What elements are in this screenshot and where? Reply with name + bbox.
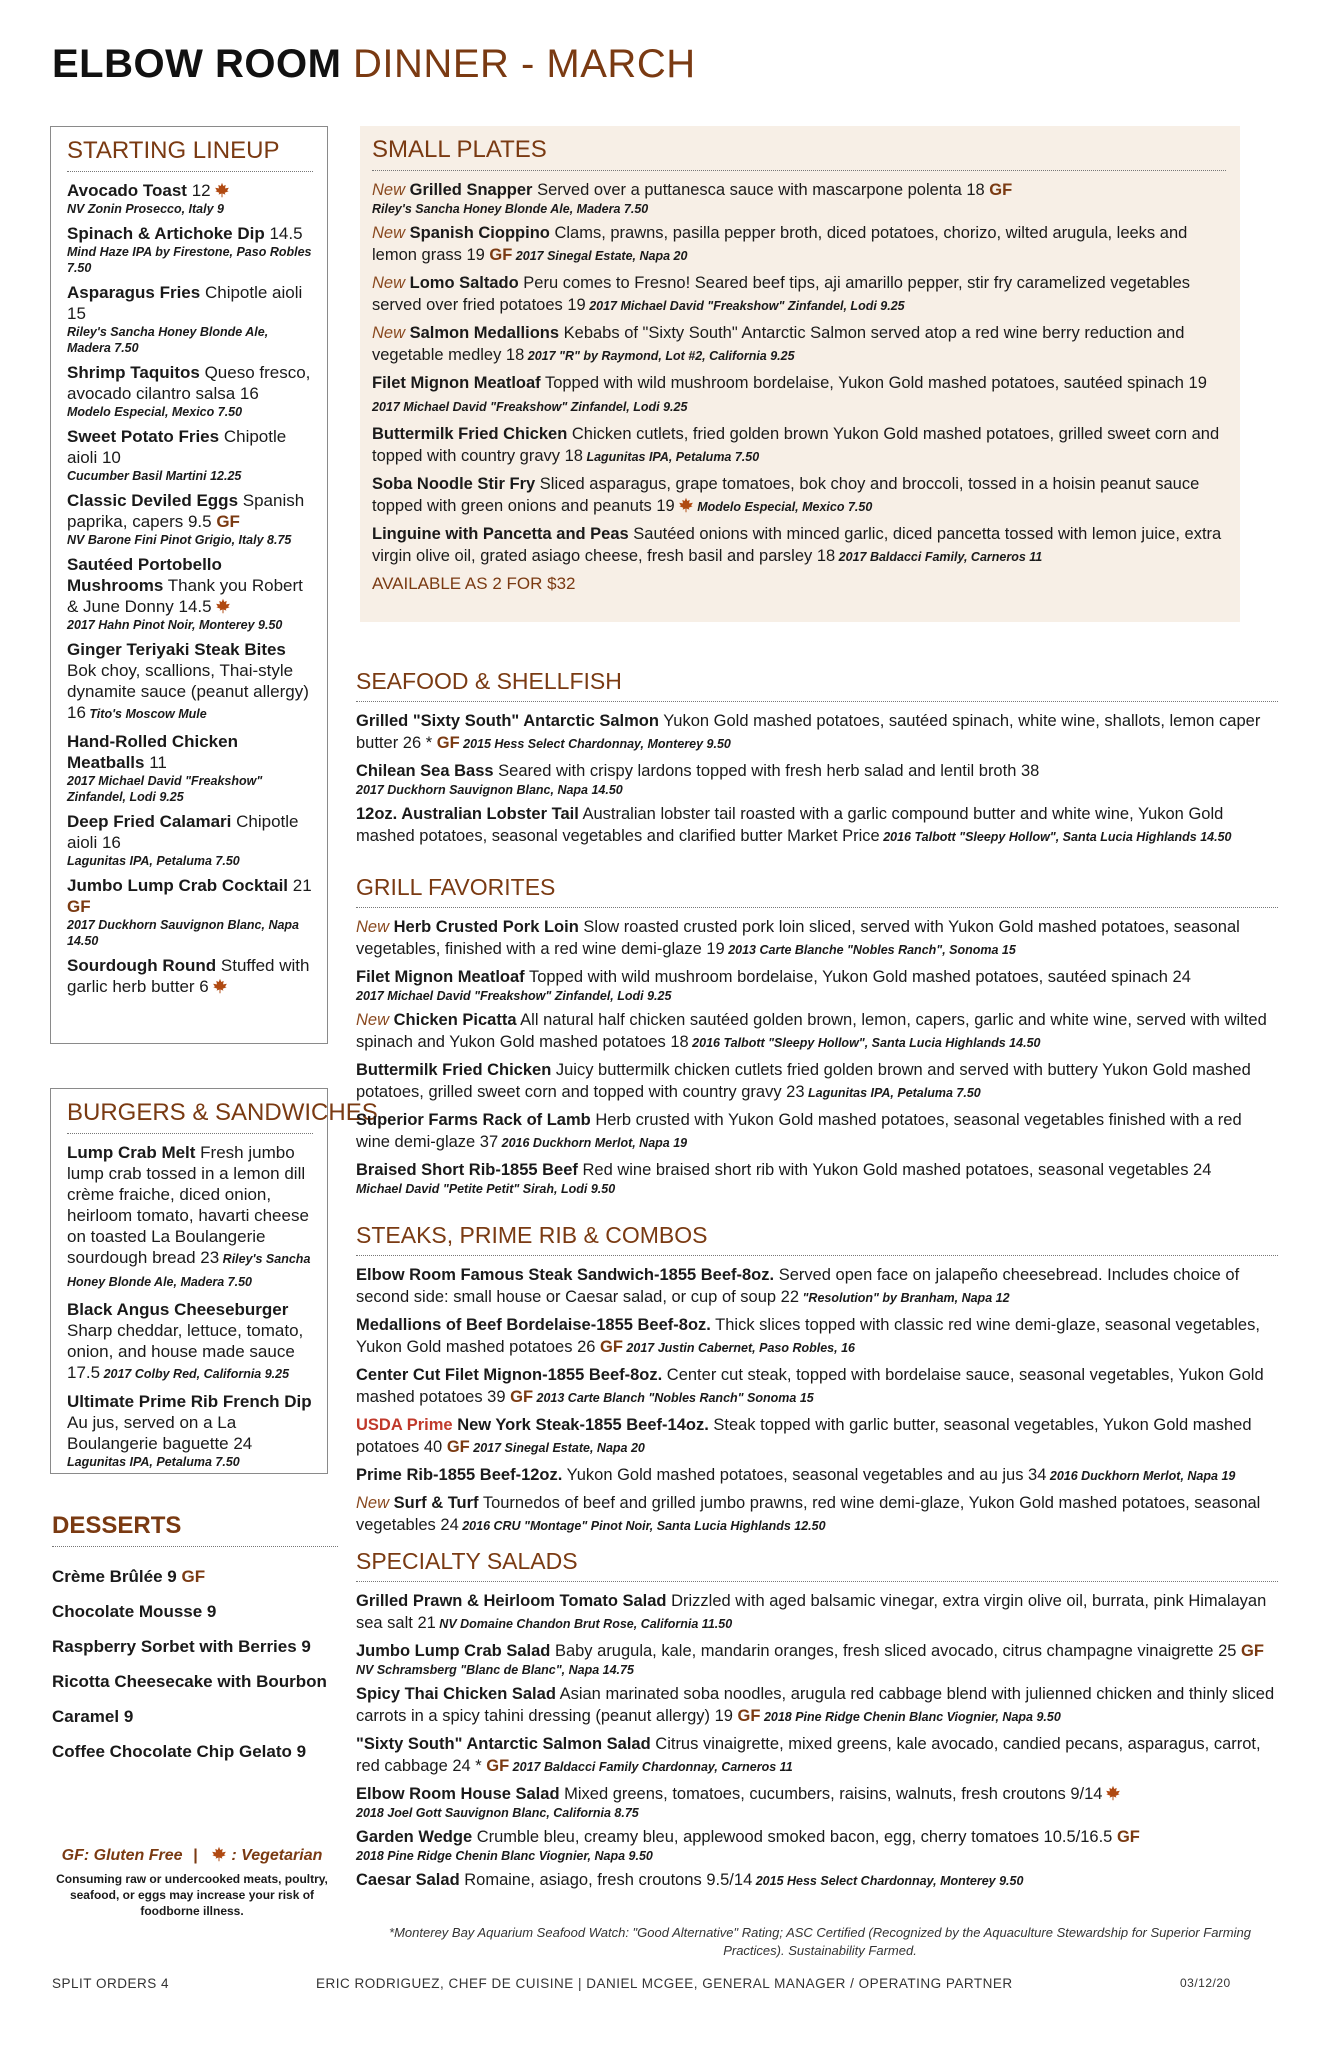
- wine-pairing: Riley's Sancha Honey Blonde Ale, Madera 7.50: [67, 1252, 311, 1289]
- dessert-item: [52, 1734, 338, 1769]
- menu-item: [356, 966, 1278, 1004]
- item-name: Jumbo Lump Crab Cocktail: [67, 876, 289, 895]
- gluten-free-tag: GF: [1116, 1828, 1140, 1846]
- menu-item: [356, 1869, 1278, 1892]
- item-name: Elbow Room House Salad: [356, 1785, 560, 1803]
- item-name: Herb Crusted Pork Loin: [393, 918, 579, 936]
- menu-item: [356, 1009, 1278, 1054]
- menu-item: [67, 426, 313, 484]
- legend-vegetarian: : Vegetarian: [231, 1847, 323, 1864]
- menu-item: [67, 554, 313, 633]
- seafood-section: [356, 668, 1278, 853]
- item-name: Black Angus Cheeseburger: [67, 1300, 289, 1319]
- section-title-salads: SPECIALTY SALADS: [356, 1548, 1278, 1582]
- item-name: Spinach & Artichoke Dip: [67, 224, 265, 243]
- maple-leaf-icon: [1105, 1785, 1121, 1801]
- item-name: Grilled Prawn & Heirloom Tomato Salad: [356, 1592, 667, 1610]
- item-name: Salmon Medallions: [409, 324, 560, 342]
- menu-item: [356, 1109, 1278, 1154]
- menu-item: [356, 1364, 1278, 1409]
- menu-item: [356, 1826, 1278, 1864]
- item-name: Spicy Thai Chicken Salad: [356, 1685, 556, 1703]
- item-description: Sautéed onions with minced garlic, diced pancetta tossed with lemon juice, extra virgin olive oil, grated asiago cheese, fresh basil and parsley 18: [372, 525, 1222, 565]
- wine-pairing: 2017 Michael David "Freakshow" Zinfandel, Lodi 9.25: [67, 774, 263, 804]
- wine-pairing: NV Domaine Chandon Brut Rose, California 11.50: [435, 1617, 733, 1631]
- wine-pairing: 2017 Sinegal Estate, Napa 20: [469, 1441, 645, 1455]
- desserts-list: [52, 1559, 338, 1769]
- wine-pairing: 2017 Baldacci Family Chardonnay, Carneros 11: [509, 1760, 793, 1774]
- gluten-free-tag: GF: [486, 1757, 510, 1775]
- section-title-grill: GRILL FAVORITES: [356, 874, 1278, 908]
- usda-prime-badge: USDA Prime: [356, 1416, 453, 1434]
- item-description: Yukon Gold mashed potatoes, seasonal vegetables and au jus 34: [562, 1466, 1047, 1484]
- item-description: Chicken cutlets, fried golden brown Yukon Gold mashed potatoes, grilled sweet corn and topped with country gravy 18: [372, 425, 1220, 465]
- legend-separator: |: [192, 1847, 198, 1864]
- item-description: Crumble bleu, creamy bleu, applewood smoked bacon, egg, cherry tomatoes 10.5/16.5: [472, 1828, 1113, 1846]
- wine-pairing: Tito's Moscow Mule: [85, 707, 207, 721]
- item-name: Sourdough Round: [67, 956, 217, 975]
- item-name: Surf & Turf: [393, 1494, 479, 1512]
- menu-item: [356, 1159, 1278, 1197]
- item-name: Caesar Salad: [356, 1871, 460, 1889]
- seafood-watch-footnote: *Monterey Bay Aquarium Seafood Watch: "Good Alternative" Rating; ASC Certified (Recognized by the Aquaculture Stewardship for Superior Farming Practices). Sustainability Farmed.: [389, 1925, 1251, 1958]
- burgers-box: [50, 1088, 378, 1474]
- two-for-offer: AVAILABLE AS 2 FOR $32: [372, 574, 576, 593]
- wine-pairing: Lagunitas IPA, Petaluma 7.50: [804, 1086, 981, 1100]
- wine-pairing: 2017 Duckhorn Sauvignon Blanc, Napa 14.50: [67, 918, 300, 948]
- wine-pairing: 2018 Joel Gott Sauvignon Blanc, California 8.75: [356, 1806, 639, 1820]
- item-name: Filet Mignon Meatloaf: [372, 374, 541, 392]
- legend: [52, 1846, 332, 1919]
- item-description: Seared with crispy lardons topped with fresh herb salad and lentil broth 38: [493, 762, 1040, 780]
- wine-pairing: 2016 Duckhorn Merlot, Napa 19: [1046, 1469, 1236, 1483]
- new-badge: New: [356, 1011, 390, 1029]
- item-description: Chipotle aioli 10: [67, 427, 287, 467]
- menu-item: [356, 1464, 1278, 1487]
- item-description: Slow roasted crusted pork loin sliced, served with Yukon Gold mashed potatoes, seasonal vegetables, finished with a red wine demi-glaze 19: [356, 918, 1240, 958]
- item-description: Queso fresco, avocado cilantro salsa 16: [67, 363, 311, 403]
- wine-pairing: 2016 Talbott "Sleepy Hollow", Santa Lucia Highlands 14.50: [688, 1036, 1041, 1050]
- menu-item: [67, 875, 313, 949]
- menu-item: [372, 272, 1226, 317]
- item-description: Kebabs of "Sixty South" Antarctic Salmon served atop a red wine berry reduction and vegetable medley 18: [372, 324, 1185, 364]
- menu-item: [67, 731, 313, 805]
- item-description: Thick slices topped with classic red wine demi-glaze, seasonal vegetables, Yukon Gold mashed potatoes 26: [356, 1316, 1260, 1356]
- dessert-item: [52, 1664, 338, 1734]
- wine-pairing: 2015 Hess Select Chardonnay, Monterey 9.50: [752, 1874, 1024, 1888]
- section-title-desserts: DESSERTS: [52, 1512, 338, 1547]
- item-name: Prime Rib-1855 Beef-12oz.: [356, 1466, 563, 1484]
- gluten-free-tag: GF: [510, 1388, 534, 1406]
- footer-staff: ERIC RODRIGUEZ, CHEF DE CUISINE | DANIEL MCGEE, GENERAL MANAGER / OPERATING PARTNER: [316, 1976, 1013, 1991]
- section-title-starting-lineup: STARTING LINEUP: [67, 137, 313, 172]
- item-description: Center cut steak, topped with bordelaise sauce, seasonal vegetables, Yukon Gold mashed potatoes 39: [356, 1366, 1264, 1406]
- wine-pairing: 2016 Talbott "Sleepy Hollow", Santa Lucia Highlands 14.50: [879, 830, 1232, 844]
- wine-pairing: 2016 CRU "Montage" Pinot Noir, Santa Lucia Highlands 12.50: [458, 1519, 826, 1533]
- menu-item: [356, 1783, 1278, 1821]
- new-badge: New: [356, 918, 390, 936]
- menu-item: [356, 1314, 1278, 1359]
- wine-pairing: Michael David "Petite Petit" Sirah, Lodi 9.50: [356, 1182, 616, 1196]
- wine-pairing: 2017 Hahn Pinot Noir, Monterey 9.50: [67, 618, 283, 632]
- wine-pairing: 2016 Duckhorn Merlot, Napa 19: [498, 1136, 688, 1150]
- item-name: Shrimp Taquitos: [67, 363, 200, 382]
- menu-title-edition: DINNER - MARCH: [353, 42, 696, 86]
- menu-title: [52, 42, 696, 87]
- item-description: Red wine braised short rib with Yukon Gold mashed potatoes, seasonal vegetables 24: [577, 1161, 1212, 1179]
- menu-item: [67, 362, 313, 420]
- menu-item: [67, 955, 313, 997]
- desserts-section: [52, 1512, 338, 1769]
- item-description: 12: [186, 181, 211, 200]
- item-name: "Sixty South" Antarctic Salmon Salad: [356, 1735, 651, 1753]
- item-name: Avocado Toast: [67, 181, 187, 200]
- item-description: Chipotle aioli 16: [67, 812, 299, 852]
- item-name: Superior Farms Rack of Lamb: [356, 1111, 591, 1129]
- gluten-free-tag: GF: [67, 897, 91, 916]
- menu-item: [356, 1733, 1278, 1778]
- item-name: Elbow Room Famous Steak Sandwich-1855 Beef-8oz.: [356, 1266, 775, 1284]
- item-description: Thank you Robert & June Donny 14.5: [67, 576, 303, 616]
- menu-item: [372, 322, 1226, 367]
- dessert-name: Raspberry Sorbet with Berries 9: [52, 1637, 311, 1656]
- wine-pairing: 2017 "R" by Raymond, Lot #2, California 9.25: [524, 349, 795, 363]
- wine-pairing: 2017 Sinegal Estate, Napa 20: [512, 249, 688, 263]
- menu-item: [67, 223, 313, 276]
- wine-pairing: 2017 Michael David "Freakshow" Zinfandel, Lodi 9.25: [356, 989, 672, 1003]
- menu-item: [67, 811, 313, 869]
- wine-pairing: 2017 Michael David "Freakshow" Zinfandel, Lodi 9.25: [372, 400, 688, 414]
- maple-leaf-icon: [678, 497, 694, 513]
- dessert-name: Coffee Chocolate Chip Gelato 9: [52, 1742, 307, 1761]
- item-description: Tournedos of beef and grilled jumbo prawns, red wine demi-glaze, Yukon Gold mashed potatoes, seasonal vegetables 24: [356, 1494, 1261, 1534]
- item-name: Chilean Sea Bass: [356, 762, 494, 780]
- wine-pairing: Lagunitas IPA, Petaluma 7.50: [67, 854, 240, 868]
- item-description: Fresh jumbo lump crab tossed in a lemon dill crème fraiche, diced onion, heirloom tomato, havarti cheese on toasted La Boulangerie sourdough bread 23: [67, 1143, 309, 1267]
- item-description: Peru comes to Fresno! Seared beef tips, aji amarillo pepper, stir fry caramelized vegetables served over fried potatoes 19: [372, 274, 1191, 314]
- new-badge: New: [372, 324, 406, 342]
- menu-item: [67, 490, 313, 548]
- item-description: Romaine, asiago, fresh croutons 9.5/14: [459, 1871, 753, 1889]
- menu-item: [356, 1492, 1278, 1537]
- item-name: Deep Fried Calamari: [67, 812, 232, 831]
- item-name: Lomo Saltado: [409, 274, 519, 292]
- item-description: Juicy buttermilk chicken cutlets fried golden brown and served with buttery Yukon Gold mashed potatoes, grilled sweet corn and topped with country gravy 23: [356, 1061, 1251, 1101]
- menu-item: [67, 639, 313, 725]
- wine-pairing: Lagunitas IPA, Petaluma 7.50: [582, 450, 760, 464]
- item-name: Braised Short Rib-1855 Beef: [356, 1161, 578, 1179]
- salads-list: [356, 1590, 1278, 1892]
- dessert-item: [52, 1594, 338, 1629]
- small-plates-list: [372, 179, 1226, 568]
- wine-pairing: NV Barone Fini Pinot Grigio, Italy 8.75: [67, 533, 292, 547]
- new-badge: New: [356, 1494, 390, 1512]
- item-name: Linguine with Pancetta and Peas: [372, 525, 629, 543]
- new-badge: New: [372, 181, 406, 199]
- item-description: Herb crusted with Yukon Gold mashed potatoes, seasonal vegetables finished with a red wine demi-glaze 37: [356, 1111, 1242, 1151]
- item-name: Ginger Teriyaki Steak Bites: [67, 640, 286, 659]
- item-description: Sharp cheddar, lettuce, tomato, onion, and house made sauce 17.5: [67, 1321, 304, 1382]
- menu-item: [372, 222, 1226, 267]
- item-name: Spanish Cioppino: [409, 224, 550, 242]
- footer-date: 03/12/20: [1180, 1976, 1231, 1990]
- section-title-small-plates: SMALL PLATES: [372, 136, 1226, 171]
- starting-lineup-list: [67, 180, 313, 997]
- menu-item: [356, 710, 1278, 755]
- menu-item: [356, 1683, 1278, 1728]
- wine-pairing: 2017 Justin Cabernet, Paso Robles, 16: [622, 1341, 855, 1355]
- item-name: Sweet Potato Fries: [67, 427, 220, 446]
- item-description: Citrus vinaigrette, mixed greens, kale avocado, candied pecans, asparagus, carrot, red cabbage 24 *: [356, 1735, 1261, 1775]
- menu-item: [356, 1640, 1278, 1678]
- gluten-free-tag: GF: [989, 181, 1013, 199]
- new-badge: New: [372, 274, 406, 292]
- menu-item: [356, 1590, 1278, 1635]
- section-title-seafood: SEAFOOD & SHELLFISH: [356, 668, 1278, 702]
- gluten-free-tag: GF: [216, 512, 240, 531]
- wine-pairing: Riley's Sancha Honey Blonde Ale, Madera 7.50: [372, 202, 649, 216]
- wine-pairing: 2017 Duckhorn Sauvignon Blanc, Napa 14.50: [356, 783, 623, 797]
- foodborne-warning: Consuming raw or undercooked meats, poultry, seafood, or eggs may increase your risk of foodborne illness.: [56, 1872, 328, 1918]
- menu-title-restaurant: ELBOW ROOM: [52, 42, 342, 86]
- item-name: Medallions of Beef Bordelaise-1855 Beef-8oz.: [356, 1316, 711, 1334]
- menu-item: [372, 179, 1226, 217]
- wine-pairing: 2017 Baldacci Family, Carneros 11: [835, 550, 1043, 564]
- menu-item: [372, 372, 1226, 418]
- item-name: Lump Crab Melt: [67, 1143, 196, 1162]
- wine-pairing: Riley's Sancha Honey Blonde Ale, Madera 7.50: [67, 325, 269, 355]
- gluten-free-tag: GF: [181, 1567, 206, 1586]
- salads-section: [356, 1548, 1278, 1897]
- new-badge: New: [372, 224, 406, 242]
- gluten-free-tag: GF: [436, 734, 460, 752]
- item-name: Jumbo Lump Crab Salad: [356, 1642, 551, 1660]
- wine-pairing: 2013 Carte Blanche "Nobles Ranch", Sonoma 15: [724, 943, 1016, 957]
- maple-leaf-icon: [212, 978, 228, 994]
- gluten-free-tag: GF: [737, 1707, 761, 1725]
- menu-item: [372, 423, 1226, 468]
- wine-pairing: Modelo Especial, Mexico 7.50: [67, 405, 243, 419]
- steaks-list: [356, 1264, 1278, 1537]
- item-description: Au jus, served on a La Boulangerie baguette 24: [67, 1413, 253, 1453]
- wine-pairing: NV Zonin Prosecco, Italy 9: [67, 202, 224, 216]
- menu-item: [372, 473, 1226, 518]
- item-name: Chicken Picatta: [393, 1011, 517, 1029]
- item-description: Baby arugula, kale, mandarin oranges, fresh sliced avocado, citrus champagne vinaigrette 25: [550, 1642, 1237, 1660]
- menu-item: [67, 1142, 313, 1293]
- menu-item: [356, 1414, 1278, 1459]
- wine-pairing: Mind Haze IPA by Firestone, Paso Robles 7.50: [67, 245, 312, 275]
- item-description: Served open face on jalapeño cheesebread. Includes choice of second side: small house or Caesar salad, or cup of soup 22: [356, 1266, 1240, 1306]
- item-description: Yukon Gold mashed potatoes, sautéed spinach, white wine, shallots, lemon caper butter 26 *: [356, 712, 1261, 752]
- item-description: Spanish paprika, capers 9.5: [67, 491, 305, 531]
- wine-pairing: 2017 Michael David "Freakshow" Zinfandel, Lodi 9.25: [585, 299, 905, 313]
- wine-pairing: NV Schramsberg "Blanc de Blanc", Napa 14.75: [356, 1663, 634, 1677]
- legend-line: [52, 1846, 332, 1865]
- grill-section: [356, 874, 1278, 1202]
- item-description: Served over a puttanesca sauce with mascarpone polenta 18: [532, 181, 985, 199]
- item-description: Mixed greens, tomatoes, cucumbers, raisins, walnuts, fresh croutons 9/14: [559, 1785, 1103, 1803]
- item-description: Australian lobster tail roasted with a garlic compound butter and white wine, Yukon Gold mashed potatoes, seasonal vegetables and clarified butter Market Price: [356, 805, 1224, 845]
- menu-item: [356, 803, 1278, 848]
- item-name: Filet Mignon Meatloaf: [356, 968, 525, 986]
- legend-gluten-free: GF: Gluten Free: [61, 1847, 183, 1864]
- item-description: Topped with wild mushroom bordelaise, Yukon Gold mashed potatoes, sautéed spinach 19: [540, 374, 1207, 392]
- item-description: All natural half chicken sautéed golden brown, lemon, capers, garlic and white wine, served with wilted spinach and Yukon Gold mashed potatoes 18: [356, 1011, 1267, 1051]
- item-description: Sliced asparagus, grape tomatoes, bok choy and broccoli, tossed in a hoisin peanut sauce topped with green onions and peanuts 19: [372, 475, 1200, 515]
- gluten-free-tag: GF: [600, 1338, 623, 1356]
- item-name: Hand-Rolled Chicken Meatballs: [67, 732, 238, 772]
- gluten-free-tag: GF: [489, 246, 513, 264]
- menu-item: [356, 1059, 1278, 1104]
- wine-pairing: 2015 Hess Select Chardonnay, Monterey 9.50: [459, 737, 731, 751]
- item-description: Steak topped with garlic butter, seasonal vegetables, Yukon Gold mashed potatoes 40: [356, 1416, 1252, 1456]
- wine-pairing: Modelo Especial, Mexico 7.50: [693, 500, 873, 514]
- item-name: Buttermilk Fried Chicken: [372, 425, 568, 443]
- gluten-free-tag: GF: [446, 1438, 470, 1456]
- wine-pairing: Lagunitas IPA, Petaluma 7.50: [67, 1455, 240, 1469]
- item-name: 12oz. Australian Lobster Tail: [356, 805, 579, 823]
- item-name: Ultimate Prime Rib French Dip: [67, 1392, 312, 1411]
- grill-list: [356, 916, 1278, 1197]
- item-description: Bok choy, scallions, Thai-style dynamite sauce (peanut allergy) 16: [67, 661, 309, 722]
- item-name: Center Cut Filet Mignon-1855 Beef-8oz.: [356, 1366, 663, 1384]
- wine-pairing: 2018 Pine Ridge Chenin Blanc Viognier, Napa 9.50: [760, 1710, 1061, 1724]
- starting-lineup-box: [50, 126, 328, 1044]
- steaks-section: [356, 1222, 1278, 1542]
- menu-item: [67, 282, 313, 356]
- item-name: Garden Wedge: [356, 1828, 473, 1846]
- item-name: Soba Noodle Stir Fry: [372, 475, 536, 493]
- seafood-list: [356, 710, 1278, 848]
- item-name: Asparagus Fries: [67, 283, 201, 302]
- small-plates-panel: [360, 126, 1240, 622]
- wine-pairing: 2017 Colby Red, California 9.25: [100, 1367, 290, 1381]
- section-title-burgers: BURGERS & SANDWICHES: [67, 1099, 313, 1134]
- item-description: Asian marinated soba noodles, arugula red cabbage blend with julienned chicken and thinly sliced carrots in a spicy tahini dressing (peanut allergy) 19: [356, 1685, 1275, 1725]
- menu-item: [67, 1391, 313, 1470]
- section-title-steaks: STEAKS, PRIME RIB & COMBOS: [356, 1222, 1278, 1256]
- dessert-name: Chocolate Mousse 9: [52, 1602, 217, 1621]
- menu-item: [372, 523, 1226, 568]
- item-description: Topped with wild mushroom bordelaise, Yukon Gold mashed potatoes, sautéed spinach 24: [524, 968, 1191, 986]
- item-name: Grilled Snapper: [409, 181, 533, 199]
- item-description: Chipotle aioli 15: [67, 283, 303, 323]
- maple-leaf-icon: [214, 182, 230, 198]
- menu-item: [356, 1264, 1278, 1309]
- menu-item: [356, 916, 1278, 961]
- wine-pairing: Cucumber Basil Martini 12.25: [67, 469, 242, 483]
- dessert-name: Crème Brûlée 9: [52, 1567, 177, 1586]
- item-description: Clams, prawns, pasilla pepper broth, diced potatoes, chorizo, wilted arugula, leeks and lemon grass 19: [372, 224, 1188, 264]
- item-name: Buttermilk Fried Chicken: [356, 1061, 552, 1079]
- item-name: Sautéed Portobello Mushrooms: [67, 555, 222, 595]
- gluten-free-tag: GF: [1241, 1642, 1264, 1660]
- wine-pairing: 2013 Carte Blanch "Nobles Ranch" Sonoma 15: [533, 1391, 814, 1405]
- dessert-name: Ricotta Cheesecake with Bourbon Caramel 9: [52, 1672, 327, 1726]
- item-description: 14.5: [264, 224, 303, 243]
- dessert-item: [52, 1559, 338, 1594]
- menu-item: [67, 180, 313, 217]
- item-name: New York Steak-1855 Beef-14oz.: [457, 1416, 709, 1434]
- wine-pairing: "Resolution" by Branham, Napa 12: [799, 1291, 1010, 1305]
- menu-item: [356, 760, 1278, 798]
- item-name: Grilled "Sixty South" Antarctic Salmon: [356, 712, 659, 730]
- item-description: Drizzled with aged balsamic vinegar, extra virgin olive oil, burrata, pink Himalayan sea salt 21: [356, 1592, 1267, 1632]
- item-name: Classic Deviled Eggs: [67, 491, 239, 510]
- dessert-item: [52, 1629, 338, 1664]
- burgers-list: [67, 1142, 313, 1470]
- item-description: 21: [288, 876, 312, 895]
- footer-split-orders: SPLIT ORDERS 4: [52, 1976, 170, 1991]
- menu-item: [67, 1299, 313, 1385]
- item-description: Stuffed with garlic herb butter 6: [67, 956, 310, 996]
- wine-pairing: 2018 Pine Ridge Chenin Blanc Viognier, Napa 9.50: [356, 1849, 653, 1863]
- maple-leaf-icon: [215, 598, 231, 614]
- item-description: 11: [144, 753, 167, 772]
- maple-leaf-icon: [211, 1846, 227, 1862]
